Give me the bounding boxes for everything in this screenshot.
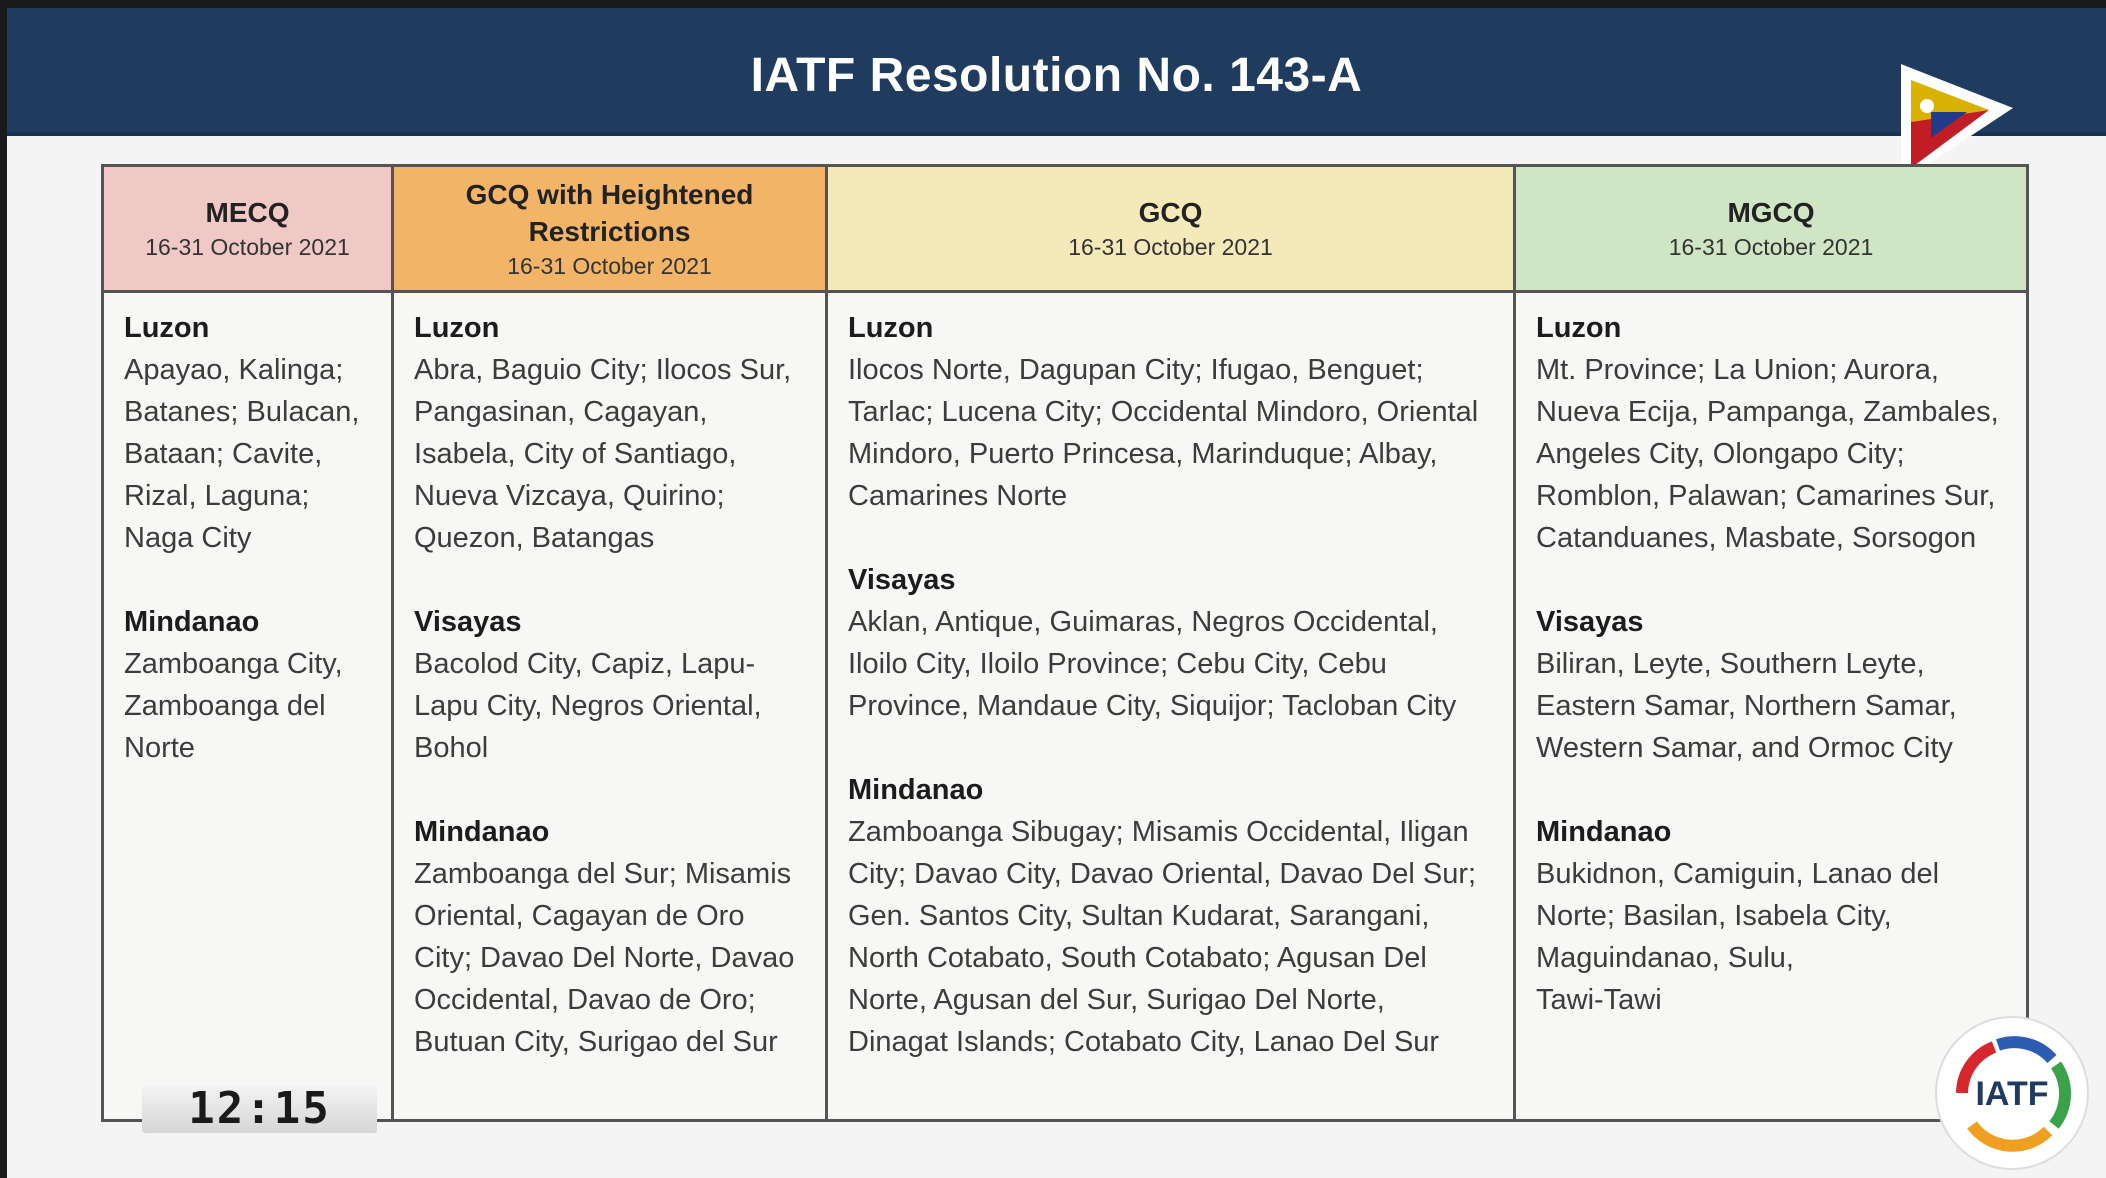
- column-date: 16-31 October 2021: [507, 252, 712, 279]
- column-body: [1516, 293, 2026, 1063]
- area-list: Ilocos Norte, Dagupan City; Ifugao, Benguet; Tarlac; Lucena City; Occidental Mindoro, Oriental Mindoro, Puerto Princesa, Marinduque; Albay, Camarines Norte: [848, 354, 1479, 512]
- column-mgcq: [1516, 167, 2026, 1119]
- column-body: [104, 293, 391, 811]
- region-label: Visayas: [848, 564, 956, 596]
- region-label: Mindanao: [124, 606, 260, 638]
- column-body: [394, 293, 825, 1105]
- region-label: Luzon: [124, 312, 210, 344]
- column-title: MGCQ: [1727, 197, 1815, 228]
- area-list: Bacolod City, Capiz, Lapu- Lapu City, Negros Oriental, Bohol: [414, 648, 762, 764]
- iatf-seal-text: IATF: [1975, 1075, 2049, 1113]
- region-label: Visayas: [1536, 606, 1644, 638]
- area-list: Mt. Province; La Union; Aurora, Nueva Ecija, Pampanga, Zambales, Angeles City, Olongapo City; Romblon, Palawan; Camarines Sur, Catanduanes, Masbate, Sorsogon: [1536, 354, 1999, 554]
- area-list: Aklan, Antique, Guimaras, Negros Occidental, Iloilo City, Iloilo Province; Cebu City, Cebu Province, Mandaue City, Siquijor; Tacloban City: [848, 606, 1457, 722]
- column-title: GCQ with Heightened Restrictions: [465, 178, 754, 247]
- iatf-seal-icon: [1932, 1013, 2092, 1173]
- column-date: 16-31 October 2021: [1668, 234, 1874, 260]
- area-list: Zamboanga Sibugay; Misamis Occidental, Iligan City; Davao City, Davao Oriental, Davao Del Sur; Gen. Santos City, Sultan Kudarat, Sarangani, North Cotabato, South Cotabato; Agusan Del Norte, Agusan del Sur, Surigao Del Norte, Dinagat Islands; Cotabato City, Lanao Del Sur: [848, 816, 1477, 1058]
- broadcast-frame: [7, 8, 2106, 1178]
- column-date: 16-31 October 2021: [145, 234, 350, 260]
- region-label: Mindanao: [1536, 816, 1672, 848]
- region-label: Mindanao: [848, 774, 984, 806]
- column-header-gcq: [828, 167, 1513, 293]
- page-title: IATF Resolution No. 143-A: [750, 49, 1363, 102]
- area-list: Apayao, Kalinga; Batanes; Bulacan, Bataan; Cavite, Rizal, Laguna; Naga City: [124, 354, 360, 554]
- column-gcq-heightened: [394, 167, 828, 1119]
- column-body: [828, 293, 1513, 1105]
- area-list: Bukidnon, Camiguin, Lanao del Norte; Basilan, Isabela City, Maguindanao, Sulu, Tawi-Tawi: [1536, 858, 1940, 1016]
- column-gcq: [828, 167, 1516, 1119]
- region-label: Luzon: [1536, 312, 1622, 344]
- area-list: Abra, Baguio City; Ilocos Sur, Pangasinan, Cagayan, Isabela, City of Santiago, Nueva Vizcaya, Quirino; Quezon, Batangas: [414, 354, 792, 554]
- quarantine-classification-table: [101, 164, 2029, 1122]
- column-title: MECQ: [205, 197, 290, 228]
- column-mecq: [104, 167, 394, 1119]
- column-date: 16-31 October 2021: [1068, 234, 1273, 260]
- area-list: Zamboanga City, Zamboanga del Norte: [124, 648, 343, 764]
- area-list: Biliran, Leyte, Southern Leyte, Eastern Samar, Northern Samar, Western Samar, and Ormoc City: [1536, 648, 1957, 764]
- column-header-mecq: [104, 167, 391, 293]
- column-title: GCQ: [1138, 197, 1203, 228]
- region-label: Luzon: [848, 312, 934, 344]
- column-header-gcq-heightened: [394, 167, 825, 293]
- region-label: Luzon: [414, 312, 500, 344]
- column-header-mgcq: [1516, 167, 2026, 293]
- region-label: Mindanao: [414, 816, 550, 848]
- area-list: Zamboanga del Sur; Misamis Oriental, Cagayan de Oro City; Davao Del Norte, Davao Occidental, Davao de Oro; Butuan City, Surigao del Sur: [414, 858, 795, 1058]
- title-bar: [7, 8, 2106, 136]
- region-label: Visayas: [414, 606, 522, 638]
- broadcast-clock: 12:15: [142, 1085, 377, 1133]
